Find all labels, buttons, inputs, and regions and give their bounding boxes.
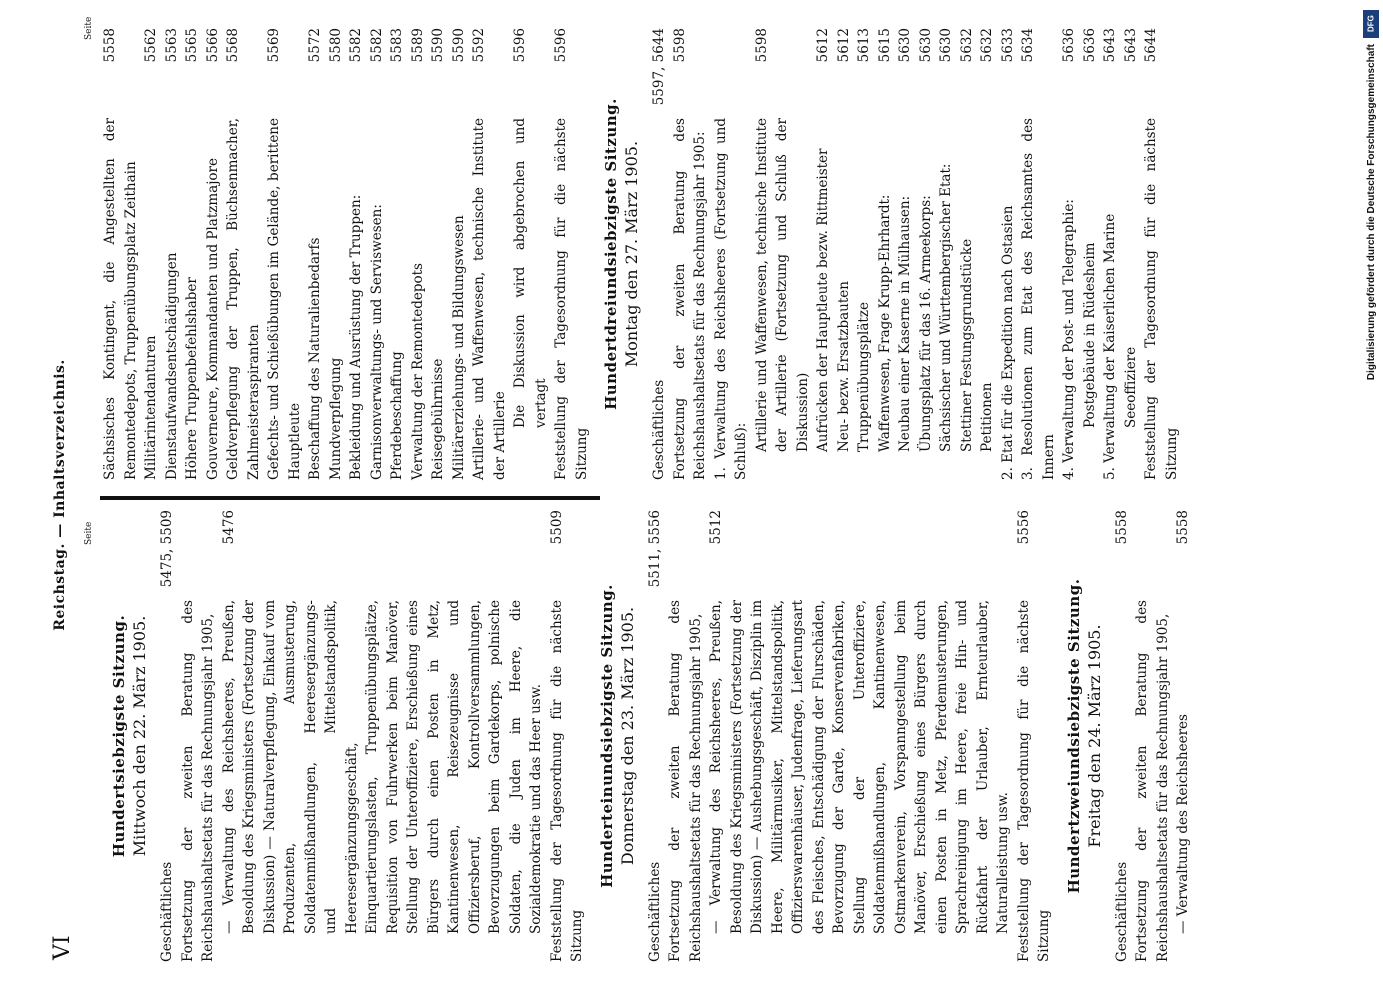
toc-entry-text: Geldverpflegung der Truppen, Büchsenmacher, Zahlmeisteraspiranten: [225, 118, 262, 480]
toc-entry: [916, 28, 937, 480]
toc-entry-pages: 5615: [876, 28, 893, 63]
toc-entry-pages: 5558: [1113, 510, 1130, 545]
session-date: Mittwoch den 22. März 1905.: [130, 615, 149, 857]
toc-entry-pages: 5512: [708, 510, 724, 545]
toc-entry-text: 2. Etat für die Expedition nach Ostasien: [999, 205, 1016, 480]
toc-entry: [875, 28, 896, 480]
toc-entry: [547, 510, 588, 962]
toc-entry: [510, 28, 551, 480]
toc-entry: [1018, 28, 1059, 480]
toc-entry-text: Die Diskussion wird abgebrochen und vertagt: [512, 118, 549, 428]
margin-note: Digitalisierung gefördert durch die Deutsche Forschungsgemeinschaft: [1366, 44, 1377, 381]
toc-entry-pages: 5630: [938, 28, 954, 63]
toc-entry-text: Geschäftliches: [159, 861, 175, 962]
toc-entry: [670, 28, 711, 480]
toc-entry-pages: 5475, 5509: [159, 510, 175, 588]
toc-entry-text: Mundverpflegung: [327, 357, 344, 480]
toc-entry-text: 4. Verwaltung der Post- und Telegraphie:: [1061, 199, 1077, 480]
toc-entry-text: Geschäftliches: [651, 379, 667, 480]
toc-entry: [1141, 28, 1182, 480]
seite-label-right: Seite: [84, 16, 94, 40]
left-column: [100, 510, 1194, 962]
session-title: Hundertdreiundsiebzigste Sitzung.: [602, 98, 620, 410]
toc-entry: [1014, 510, 1055, 962]
toc-entry-pages: 5636: [1081, 28, 1098, 63]
toc-entry-pages: 5562: [143, 28, 159, 63]
session-date: Freitag den 24. März 1905.: [1084, 624, 1104, 848]
toc-entry-text: Sächsisches Kontingent, die Angestellten der Remontedepots, Truppenübungsplatz Zeithain: [102, 118, 139, 480]
toc-entry-text: Übungsplatz für das 16. Armeekorps:: [917, 195, 934, 452]
toc-entry: [1100, 28, 1121, 480]
toc-entry-text: — Verwaltung des Reichsheeres, Preußen, Besoldung des Kriegsministers (Fortsetzung der Diskussion) — Aushebungsgeschäft, Disziplin im Heere, Militärmusiker, Mittelstandspolitik, Offizierswarenhäuser, Judenfrage, Lieferungsart des Fleisches, Entschädigung der Flurschäden, Bevorzugung der Garde, Konservenfabriken, Stellung der Unteroffiziere, Soldatenmißhandlungen, Kantinenwesen, Ostmarkenverein, Vorspanngestellung beim Manöver, Erschießung eines Bürgers durch einen Posten in Metz, Pferdemusterungen, Sprachreinigung im Heere, freie Hin- und Rückfahrt der Urlauber, Ernteurlauber, Naturalleistung usw.: [708, 600, 1011, 934]
toc-entry: [706, 510, 1014, 962]
toc-entry-text: 1. Verwaltung des Reichsheeres (Fortsetzung und Schluß):: [712, 118, 749, 480]
toc-entry-text: Gefechts- und Schießübungen im Gelände, berittene Hauptleute: [266, 118, 303, 480]
running-head-title: Reichstag. — Inhaltsverzeichnis.: [52, 359, 68, 631]
toc-entry-text: Aufrücken der Hauptleute bezw. Rittmeister: [815, 148, 831, 452]
toc-entry: [219, 510, 547, 962]
toc-entry-text: Neubau einer Kaserne in Mülhausen:: [897, 195, 913, 452]
toc-entry-pages: 5612: [815, 28, 831, 63]
toc-entry: [223, 28, 264, 480]
toc-entry-text: Artillerie und Waffenwesen, technische Institute der Artillerie (Fortsetzung und Schluß der Diskussion): [753, 118, 811, 452]
toc-entry: [649, 28, 670, 480]
toc-entry-pages: 5598: [753, 28, 770, 63]
toc-entry-text: Feststellung der Tagesordnung für die nächste Sitzung: [1143, 118, 1180, 480]
session-date: Donnerstag den 23. März 1905.: [617, 606, 637, 866]
toc-entry: [645, 510, 666, 962]
toc-entry-text: Postgebäude in Rüdesheim: [1081, 242, 1098, 428]
toc-entry-text: Feststellung der Tagesordnung für die nächste Sitzung: [1015, 600, 1052, 962]
toc-entry-pages: 5558: [1175, 510, 1191, 545]
toc-entry: [203, 28, 224, 480]
toc-entry: [162, 28, 183, 480]
toc-entry-text: 5. Verwaltung der Kaiserlichen Marine: [1102, 213, 1118, 480]
toc-entry-pages: 5511, 5556: [646, 510, 663, 588]
toc-entry-pages: 5590: [430, 28, 446, 63]
toc-entry-pages: 5569: [266, 28, 282, 63]
toc-entry: [408, 28, 429, 480]
dfg-logo-text: DFG: [1366, 15, 1376, 33]
toc-entry: [1121, 28, 1142, 480]
toc-entry: [449, 28, 470, 480]
toc-entry-text: Verwaltung der Remontedepots: [409, 263, 426, 480]
toc-entry-text: Militärerziehungs- und Bildungswesen: [450, 215, 467, 480]
toc-entry-pages: 5643: [1102, 28, 1118, 63]
dfg-logo: [1363, 10, 1379, 38]
toc-entry: [998, 28, 1019, 480]
toc-entry-text: Reisegebührnisse: [430, 358, 446, 480]
toc-entry: [957, 28, 978, 480]
toc-entry-pages: 5566: [204, 28, 221, 63]
toc-entry-pages: 5613: [856, 28, 872, 63]
toc-entry-pages: 5563: [163, 28, 180, 63]
toc-entry-pages: 5582: [368, 28, 385, 63]
toc-entry-text: Geschäftliches: [646, 861, 663, 962]
toc-entry: [895, 28, 916, 480]
toc-entry-text: Beschaffung des Naturalienbedarfs: [307, 237, 323, 480]
toc-entry-text: — Verwaltung des Reichsheeres: [1175, 714, 1191, 934]
toc-entry-pages: 5630: [917, 28, 934, 63]
toc-entry-text: Fortsetzung der zweiten Beratung des Reichshaushaltsetats für das Rechnungsjahr 1905,: [179, 600, 216, 962]
toc-entry: [264, 28, 305, 480]
toc-entry: [367, 28, 388, 480]
toc-entry: [387, 28, 408, 480]
toc-entry-pages: 5630: [897, 28, 913, 63]
seite-label-left: Seite: [84, 521, 94, 545]
toc-entry: [428, 28, 449, 480]
toc-entry-pages: 5558: [102, 28, 118, 63]
toc-entry-text: Neu- bezw. Ersatzbauten: [835, 281, 852, 452]
toc-entry-pages: 5636: [1061, 28, 1077, 63]
toc-entry: [182, 28, 203, 480]
toc-entry-pages: 5476: [220, 510, 237, 545]
toc-entry: [711, 28, 752, 480]
toc-entry-text: Fortsetzung der zweiten Beratung des Reichshaushaltsetats für das Rechnungsjahr 1905,: [667, 600, 704, 962]
toc-entry: [977, 28, 998, 480]
toc-entry-pages: 5582: [348, 28, 364, 63]
toc-entry-text: Feststellung der Tagesordnung für die nächste Sitzung: [553, 118, 590, 480]
toc-entry: [1173, 510, 1194, 962]
toc-entry-pages: 5592: [471, 28, 487, 63]
toc-entry-pages: 5556: [1015, 510, 1032, 545]
toc-entry: [854, 28, 875, 480]
toc-entry-text: Sächsischer und Württembergischer Etat:: [938, 163, 954, 452]
toc-entry-pages: 5632: [958, 28, 975, 63]
toc-entry-text: — Verwaltung des Reichsheeres, Preußen, Besoldung des Kriegsministers (Fortsetzung der Diskussion) — Naturalverpflegung, Einkauf vom Produzenten, Ausmusterung, Soldatenmißhandlungen, Heeresergänzungs- und Mittelstandspolitik, Heeresergänzungsgeschäft, Einquartierungslasten, Truppenübungsplätze, Requisition von Fuhrwerken beim Manöver, Stellung der Unteroffiziere, Erschießung eines Bürgers durch einen Posten in Metz, Kantinenwesen, Reisezeugnisse und Offiziersberuf, Kontrollversammlungen, Bevorzugungen beim Gardekorps, polnische Soldaten, die Juden im Heere, die Sozialdemokratie und das Heer usw.: [220, 600, 544, 934]
toc-entry-text: Stettiner Festungsgrundstücke: [958, 238, 975, 452]
toc-entry-text: Seeoffiziere: [1122, 346, 1139, 428]
toc-entry-pages: 5509: [548, 510, 565, 545]
toc-entry-pages: 5572: [307, 28, 323, 63]
toc-entry-pages: 5583: [389, 28, 405, 63]
column-divider: [100, 496, 600, 500]
toc-entry-pages: 5597, 5644: [651, 28, 667, 106]
toc-entry-text: Bekleidung und Ausrüstung der Truppen:: [348, 194, 364, 480]
toc-entry-pages: 5633: [999, 28, 1016, 63]
toc-entry-pages: 5568: [225, 28, 241, 63]
toc-entry-text: Fortsetzung der zweiten Beratung des Reichshaushaltsetats für das Rechnungsjahr 1905,: [1134, 600, 1171, 962]
toc-entry-text: 3. Resolutionen zum Etat des Reichsamtes des Innern: [1020, 118, 1057, 480]
toc-entry-text: Garnisonverwaltungs- und Serviswesen:: [368, 204, 385, 480]
toc-entry: [665, 510, 706, 962]
toc-entry: [469, 28, 510, 480]
toc-entry-pages: 5596: [553, 28, 569, 63]
toc-entry: [551, 28, 592, 480]
toc-entry: [178, 510, 219, 962]
toc-entry-text: Gouverneure, Kommandanten und Platzmajore: [204, 158, 221, 480]
toc-entry-pages: 5580: [327, 28, 344, 63]
session-title: Hundertsiebzigste Sitzung.: [110, 614, 128, 858]
toc-entry: [834, 28, 855, 480]
toc-entry: [1059, 28, 1080, 480]
running-head: [50, 30, 76, 960]
toc-entry: [1112, 510, 1133, 962]
session-date: Montag den 27. März 1905.: [622, 140, 641, 368]
toc-entry-text: Geschäftliches: [1113, 861, 1130, 962]
toc-entry: [157, 510, 178, 962]
toc-entry-pages: 5596: [512, 28, 528, 63]
toc-entry: [141, 28, 162, 480]
session-title: Hunderteinundsiebzigste Sitzung.: [597, 584, 616, 888]
toc-entry-text: Waffenwesen, Frage Krupp-Ehrhardt:: [876, 194, 893, 452]
toc-entry: [936, 28, 957, 480]
toc-entry-text: Feststellung der Tagesordnung für die nächste Sitzung: [548, 600, 585, 962]
toc-entry: [752, 28, 814, 480]
toc-entry-pages: 5589: [409, 28, 426, 63]
toc-entry-text: Truppenübungsplätze: [856, 302, 872, 452]
toc-entry-pages: 5590: [450, 28, 467, 63]
toc-entry-pages: 5644: [1143, 28, 1159, 63]
session-title: Hundertzweiundsiebzigste Sitzung.: [1064, 578, 1083, 894]
toc-entry-text: Pferdebeschaffung: [389, 351, 405, 480]
toc-entry: [1132, 510, 1173, 962]
toc-entry-pages: 5634: [1020, 28, 1036, 63]
toc-entry-text: Artillerie- und Waffenwesen, technische Institute der Artillerie: [471, 118, 508, 480]
right-column: [100, 28, 1182, 480]
toc-entry-pages: 5643: [1122, 28, 1139, 63]
toc-entry-pages: 5612: [835, 28, 852, 63]
toc-entry-pages: 5598: [671, 28, 688, 63]
toc-entry-pages: 5632: [979, 28, 995, 63]
toc-entry-text: Fortsetzung der zweiten Beratung des Reichshaushaltsetats für das Rechnungsjahr 1905:: [671, 118, 708, 480]
toc-entry-text: Dienstaufwandsentschädigungen: [163, 252, 180, 480]
page-number: VI: [50, 935, 75, 960]
toc-entry: [346, 28, 367, 480]
toc-entry: [305, 28, 326, 480]
toc-entry: [1080, 28, 1101, 480]
toc-entry-pages: 5565: [184, 28, 200, 63]
digitization-credit: [1361, 10, 1379, 990]
toc-entry: [326, 28, 347, 480]
toc-entry: [100, 28, 141, 480]
toc-entry-text: Höhere Truppenbefehlshaber: [184, 277, 200, 480]
toc-entry-text: Petitionen: [979, 382, 995, 452]
toc-entry-text: Militärintendanturen: [143, 335, 159, 480]
toc-entry: [813, 28, 834, 480]
